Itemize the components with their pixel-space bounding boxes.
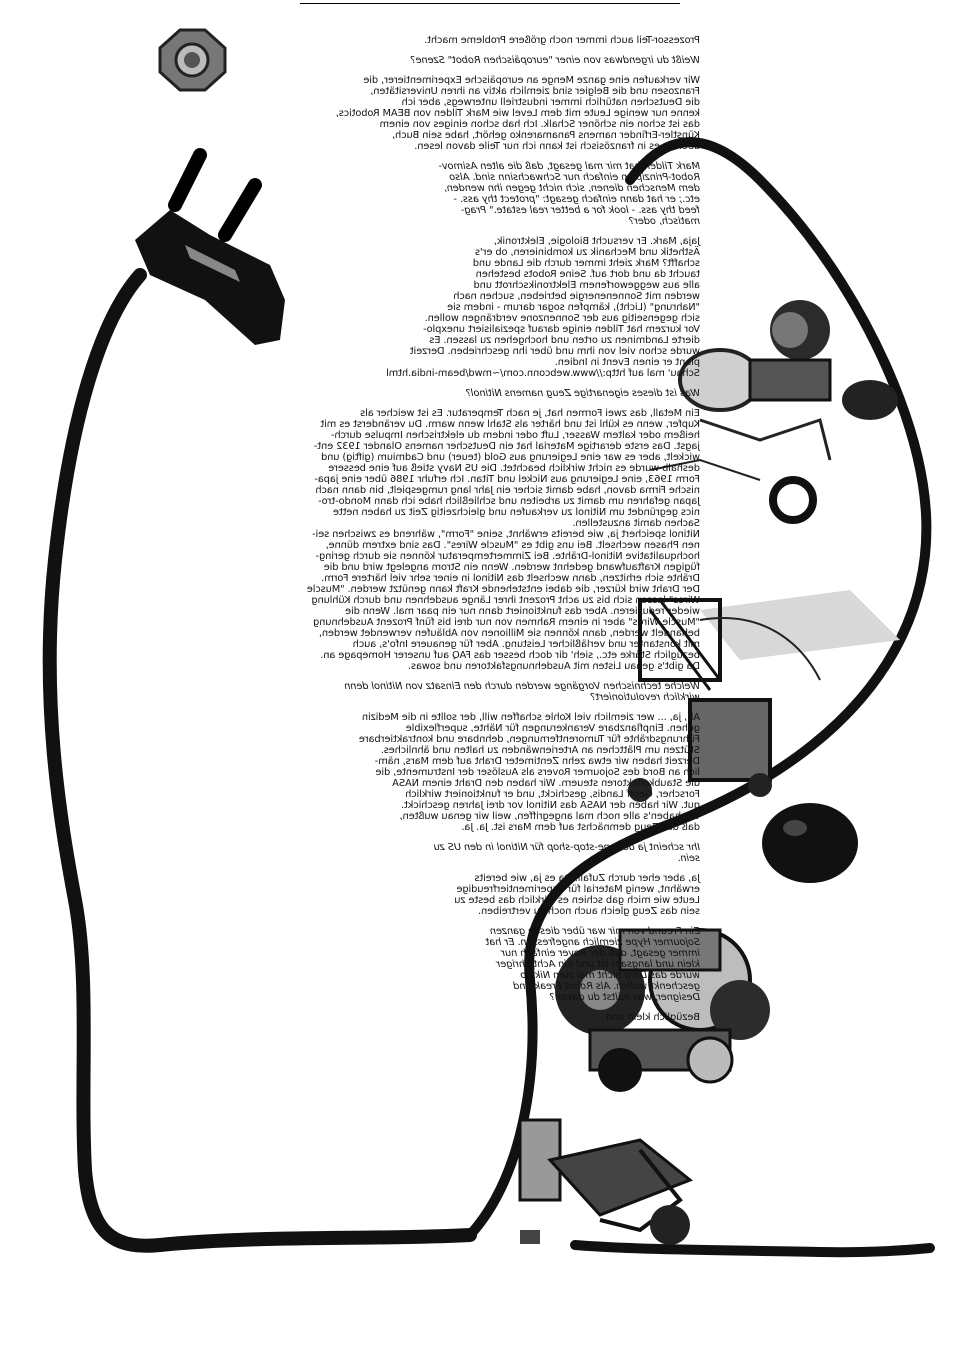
answer-line: Da gibt's genau Listen mit Ausdehnungsfaktoren und sowas.	[408, 661, 700, 672]
answer-line: alle aus weggeworfenem Elektronikschrott und	[473, 280, 700, 291]
question-line: Ihr scheint ja der one-stop-shop für Nitinol in den US zu	[433, 842, 700, 853]
question-line: würde das Ding nicht mal zum Nikolo	[520, 970, 700, 981]
answer-line: schafft? Mark zieht immer durch die Lande und	[472, 258, 700, 269]
answer-line: lich an Bord des Sojourner Rovers als Auslöser der Instrumente, die	[375, 767, 700, 778]
answer-line: Ein Metall, das zwei Formen hat, je nach Temperatur. Es ist weicher als	[360, 408, 700, 419]
answer-line: Drähte sich erhitzen, dann wechselt das Nitinol in einer sehr viel härtere Form.	[321, 573, 700, 584]
answer-line: heißem oder kaltem Wasser, Luft oder indem du elektrischen Impulse durch-	[331, 430, 700, 441]
answer-line: wieder reduzieren. Aber das funktioniert dann nur ein paar mal. Wenn die	[345, 606, 700, 617]
answer-line: Nitinol speichert ja, wie bereits erwähnt, seine "Form", während es zwischen sei-	[312, 529, 700, 540]
question-line: sein.	[677, 853, 700, 864]
question-line: Sojourner Hype ziemlich angefressen. Er hat	[485, 937, 700, 948]
answer-line: Vor kurzem hat Tilden einige darauf spezialisiert unexplo-	[423, 324, 700, 335]
answer-line: Stützen um Plättchen an Arterienwänden zu halten und ähnliches.	[380, 745, 700, 756]
answer-line: plant er einen Event in Indien.	[554, 357, 700, 368]
answer-line: taucht da und dort auf. Seine Robots bestehen	[475, 269, 700, 280]
answer-line: werden mit Sonnenenergie betrieben, suchen nach	[453, 291, 700, 302]
answer-line: die Staubkollektoren steuern. Wir haben den Draht einem NASA	[392, 778, 700, 789]
answer-line: behandelt werden, dann können sie Millionen von Abläufen verwendet werden,	[318, 628, 700, 639]
power-plug-icon	[135, 155, 285, 345]
cable-bead-icon	[762, 803, 858, 883]
rover-robot-photo	[520, 1120, 690, 1245]
answer-line: fügigen Kraftaufwand gedehnt werden. Wenn ein Strom angelegt wird und die	[323, 562, 700, 573]
answer-line: Kupfer, wenn es kühl ist und härter als Stahl wenn warm. Du veränderst es mit	[320, 419, 700, 430]
answer-line: Wires" lassen sich bis zu acht Prozent ihrer Länge ausdehnen und durch Kühlung	[311, 595, 700, 606]
answer-line: sein das Zeug gleich auch noch zu vertreiben.	[478, 906, 700, 917]
question-line: Was ist dieses eigenartige Zeug namens Nitinol?	[465, 388, 700, 399]
answer-line: nen Phasen wechselt. Bei uns gibt es "Muscle Wires". Das sind extrem dünne,	[325, 540, 700, 551]
question-line: klein und langsam ist und ein Achtjähriger	[496, 959, 700, 970]
answer-line: Wir verkaufen eine ganze Menge an europäische Experimentierer, die	[363, 75, 700, 86]
answer-line: hochqualitative Nitinol-Drähte. Bei Zimmertemperatur können sie durch gering-	[315, 551, 700, 562]
answer-line: bezüglich Stärke etc., sieh' dir doch besser das FAQ auf unserer Homepage an.	[320, 650, 700, 661]
answer-line: Der Draht wird kürzer, die dabei entstehende Kraft kann genützt werden. "Muscle	[306, 584, 700, 595]
question-line: Mark Tilden hat mir mal gesagt, daß die alten Asimov-	[438, 161, 700, 172]
question-line: etc.; er hat dann einfach gesagt: "protect thy ass. -	[453, 194, 700, 205]
question-line: geschenkt wollen. Als Robot Freak und	[513, 981, 700, 992]
question-line: dem Menschen dienen, sich nicht gegen ihn wenden,	[443, 183, 700, 194]
question-line: matisch, oder?	[628, 216, 700, 227]
answer-line: dierte Landminen zu orten und hochgehen zu lassen. Es	[429, 335, 700, 346]
answer-line: Wir haben's alle noch mal angegriffen, weil wir genau wußten,	[399, 811, 700, 822]
answer-line: Forscher, Geoff Landis, geschickt, und er funktioniert wirklich	[405, 789, 700, 800]
answer-line: "Nahrung" (Licht), kämpfen sogar darum - indem sie	[447, 302, 700, 313]
answer-line: Japan gefahren um damit zu arbeiten und schließlich habe ich dann Mondo-tro-	[318, 496, 700, 507]
answer-line: Ja, aber eher durch Zufall. Da es ja, wie bereits	[474, 873, 700, 884]
toy-car-photo	[590, 1030, 732, 1092]
answer-line: "Muscle Wires" aber in einem Rahmen von nur drei bis fünf Prozent Ausdehnung	[313, 617, 700, 628]
answer-line: Schau' mal auf http://www.webconn.com/~mwd/beam-india.html	[386, 368, 700, 379]
answer-line: die Deutschen natürlich immer industriell unterwegs, aber ich	[401, 97, 700, 108]
answer-line: Jaja, Mark. Er versucht Biologie, Elektronik,	[493, 236, 700, 247]
question-line: Welche technischen Vorgänge werden durch den Einsatz von Nitinol denn	[344, 681, 700, 692]
question-line: Designer, was hältst du davon?	[549, 992, 700, 1003]
answer-line: Derzeit haben wir etwa zehn Zentimeter Draht auf dem Mars, näm-	[374, 756, 700, 767]
answer-line: Ästhetik und Mechanik zu kombinieren, ob er's	[475, 247, 700, 258]
answer-line: Künstler-Erfinder namens Panamarenko gehört, habe sein Buch,	[392, 130, 700, 141]
answer-line: aber da es in französisch ist kann ich nur Teile davon lesen.	[414, 141, 700, 152]
answer-line: jagst. Das erste derartige Material hat ein Deutscher namens Olander 1932 ent-	[313, 441, 700, 452]
answer-line: Leute wie mich gab schien es wirklich das beste zu	[454, 895, 700, 906]
answer-line: gut. Wir haben der NASA das Nitinol vor drei Jahren geschickt.	[401, 800, 700, 811]
answer-line: Ah, ja, ... wer ziemlich viel Kohle schaffen will, der sollte in die Medizin	[362, 712, 700, 723]
answer-line: das ist schon ein schöner Schalk. Ich hab schon einiges von einem	[379, 119, 700, 130]
answer-line: sich gegenseitig aus der Sonnenzone verdrängen wollen.	[424, 313, 700, 324]
answer-line: Bezüglich klein und	[606, 1012, 700, 1023]
question-line: Ein Freund von mir war über diesen ganzen	[489, 926, 700, 937]
answer-line: Prozessor-Teil auch immer noch größere Probleme macht.	[424, 35, 700, 46]
question-line: Weißt du irgendwas von einer "europäischen Robot" Szene?	[410, 55, 700, 66]
hex-nut-icon	[160, 30, 225, 90]
answer-line: mit konstanter und verläßlicher Leistung. Aber für genauere Info's, auch	[352, 639, 700, 650]
answer-line: nics gegründet um Nitinol zu verkaufen und gleichzeitig Zeit zu haben nette	[333, 507, 700, 518]
answer-line: deshalb wurde es nicht wirklich beachtet. Die US Navy stieß auf eine bessere	[328, 463, 700, 474]
answer-line: Führungsdrähte für Tumorentfernungen, dehnbare und kontraktierbare	[358, 734, 700, 745]
answer-line: wickelt, aber es war eine Legierung aus Gold (teuer) und Cadmium (giftig) und	[321, 452, 700, 463]
answer-line: Form 1963, eine Legierung aus Nickel und Titan. Ich erfuhr 1986 über eine japa-	[314, 474, 700, 485]
answer-line: erwähnt, wenig Material für experimentierfreudige	[456, 884, 700, 895]
question-line: Robot-Prinzipien einfach nur Schwachsinn sind. Also	[449, 172, 700, 183]
question-line: immer gesagt, daß der Rover einfach nur	[501, 948, 700, 959]
answer-line: gehen. Einpflanzbare Verankerungen für Nähte, superflexible	[405, 723, 700, 734]
answer-line: Franzosen und die Belgier sind ziemlich aktiv an ihren Universitäten,	[370, 86, 700, 97]
question-line: wirklich revolutioniert?	[590, 692, 700, 703]
answer-line: wurde schon viel von ihm und über ihn geschrieben. Derzeit	[409, 346, 700, 357]
question-line: feed thy ass. - look for a better real estate." Prag-	[460, 205, 700, 216]
answer-line: Sachen damit anzustellen.	[572, 518, 700, 529]
answer-line: daß das Zeug demnächst auf dem Mars ist. Ja. Ja.	[461, 822, 700, 833]
answer-line: nische Firma davon, habe damit sicher ein Jahr lang rumgespielt, bin dann nach	[315, 485, 700, 496]
answer-line: kenne nur wenige Leute mit dem Level wie Mark Tilden von BEAM Robotics,	[335, 108, 700, 119]
